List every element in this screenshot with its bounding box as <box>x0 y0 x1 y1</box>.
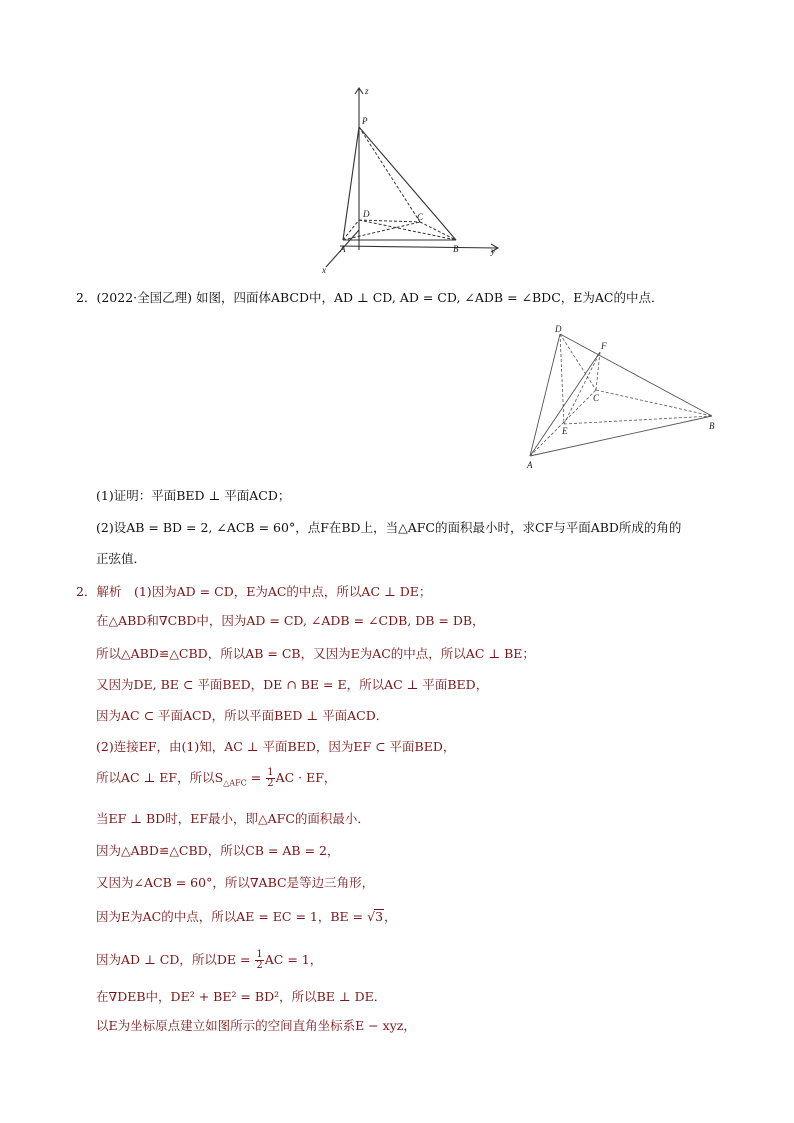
solution-line-2: 在△ABD和∇CBD中，因为AD = CD, ∠ADB = ∠CDB, DB = DB， <box>96 613 485 628</box>
y-axis <box>340 246 498 248</box>
solution-line-1: 2．解析 (1)因为AD = CD，E为AC的中点，所以AC ⊥ DE； <box>76 584 432 599</box>
edge-CB <box>596 390 712 416</box>
edge-DC <box>359 220 420 222</box>
solution-line-13: 在∇DEB中，DE² + BE² = BD²，所以BE ⊥ DE． <box>96 989 387 1004</box>
solution-line-12-text-a: 因为AD ⊥ CD，所以DE = <box>96 952 255 967</box>
fraction-half <box>255 950 263 971</box>
label-D: D <box>555 324 562 334</box>
label-E: E <box>562 426 568 436</box>
solution-line-11-text-b: ， <box>384 909 397 924</box>
fraction-numerator: 1 <box>256 949 263 960</box>
solution-line-12 <box>96 950 322 971</box>
edge-AF <box>530 352 600 456</box>
edge-PC <box>359 127 420 222</box>
label-z: z <box>365 86 369 96</box>
problem-part2-cont: 正弦值． <box>96 551 147 566</box>
edge-DA <box>530 334 560 456</box>
solution-line-9: 因为△ABD≌△CBD，所以CB = AB = 2， <box>96 843 340 858</box>
solution-line-11-text-a: 因为E为AC的中点，所以AE = EC = 1，BE = <box>96 909 368 924</box>
fraction-numerator: 1 <box>267 767 274 778</box>
solution-line-12-text-b: AC = 1， <box>264 952 323 967</box>
solution-line-8: 当EF ⊥ BD时，EF最小，即△AFC的面积最小． <box>96 811 370 826</box>
label-F: F <box>601 341 607 351</box>
edge-EF <box>564 352 600 424</box>
solution-line-6: (2)连接EF，由(1)知，AC ⊥ 平面BED，因为EF ⊂ 平面BED， <box>96 739 456 754</box>
problem-stem: 2．(2022·全国乙理) 如图，四面体ABCD中，AD ⊥ CD, AD = CD, ∠ADB = ∠BDC，E为AC的中点． <box>76 290 664 305</box>
solution-line-4: 又因为DE, BE ⊂ 平面BED，DE ∩ BE = E，所以AC ⊥ 平面BED， <box>96 677 489 692</box>
equals-sign: = <box>246 770 266 785</box>
fraction-denominator: 2 <box>256 960 263 971</box>
label-A: A <box>340 244 346 254</box>
area-subscript: △AFC <box>223 778 247 788</box>
problem-part2: (2)设AB = BD = 2, ∠ACB = 60°，点F在BD上，当△AFC的面积最小时，求CF与平面ABD所成的角的 <box>96 520 682 535</box>
label-B: B <box>453 244 459 254</box>
sqrt-sign: √ <box>367 909 376 924</box>
solution-line-7 <box>96 768 336 792</box>
label-P: P <box>362 116 368 126</box>
edge-PB <box>359 127 456 240</box>
edge-CB <box>420 222 456 240</box>
figure-1-pyramid <box>310 80 510 280</box>
fraction-denominator: 2 <box>267 778 274 789</box>
solution-line-14: 以E为坐标原点建立如图所示的空间直角坐标系E − xyz， <box>96 1018 416 1033</box>
label-y: y <box>491 246 495 256</box>
label-B: B <box>709 421 715 431</box>
solution-line-7-text-a: 所以AC ⊥ EF，所以S <box>96 770 224 785</box>
radicand: 3 <box>375 909 384 924</box>
label-C: C <box>593 393 600 403</box>
fraction-half <box>266 768 274 789</box>
label-x: x <box>322 265 326 275</box>
label-C: C <box>417 212 424 222</box>
solution-line-7-text-b: AC · EF， <box>275 770 337 785</box>
edge-DB <box>560 334 712 416</box>
figure-2-tetrahedron <box>520 318 725 473</box>
solution-line-3: 所以△ABD≌△CBD，所以AB = CB，又因为E为AC的中点，所以AC ⊥ BE； <box>96 646 535 661</box>
label-A: A <box>527 460 533 470</box>
solution-line-10: 又因为∠ACB = 60°，所以∇ABC是等边三角形， <box>96 875 375 890</box>
edge-EB <box>564 416 712 424</box>
label-D: D <box>363 209 370 219</box>
solution-line-11 <box>96 909 397 925</box>
solution-line-5: 因为AC ⊂ 平面ACD，所以平面BED ⊥ 平面ACD． <box>96 708 389 723</box>
edge-AB <box>530 416 712 456</box>
edge-DC <box>560 334 596 390</box>
problem-part1: (1)证明：平面BED ⊥ 平面ACD； <box>96 488 291 503</box>
